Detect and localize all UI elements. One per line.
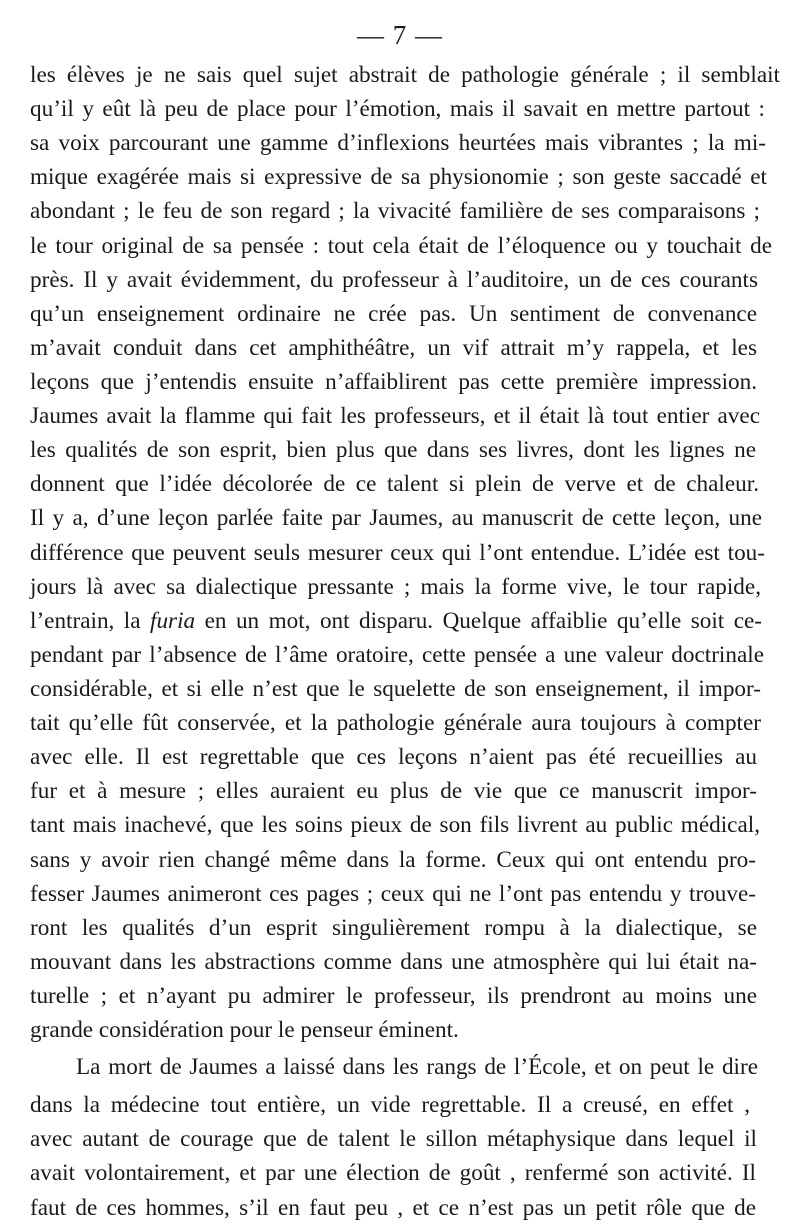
text-line: pendant par l’absence de l’âme oratoire, cette pensée a une valeur doctrinale bbox=[30, 641, 764, 668]
text-line: avec autant de courage que de talent le sillon métaphysique dans lequel il bbox=[30, 1126, 757, 1153]
body-text bbox=[0, 58, 800, 1225]
text-line: qu’un enseignement ordinaire ne crée pas. Un sentiment de convenance bbox=[30, 300, 757, 327]
text-line: donnent que l’idée décolorée de ce talent si plein de verve et de chaleur. bbox=[30, 471, 759, 498]
text-line: près. Il y avait évidemment, du professeur à l’auditoire, un de ces courants bbox=[30, 266, 758, 293]
text-line: l’entrain, la furia en un mot, ont disparu. Quelque affaiblie qu’elle soit ce- bbox=[30, 607, 762, 634]
text-line: fesser Jaumes animeront ces pages ; ceux qui ne l’ont pas entendu y trouve- bbox=[30, 880, 756, 907]
text-line: abondant ; le feu de son regard ; la vivacité familière de ses comparaisons ; bbox=[30, 198, 760, 225]
text-line: mouvant dans les abstractions comme dans une atmosphère qui lui était na- bbox=[30, 948, 757, 975]
text-line: grande considération pour le penseur éminent. bbox=[30, 1017, 459, 1044]
text-line: m’avait conduit dans cet amphithéâtre, un vif attrait m’y rappela, et les bbox=[30, 334, 757, 361]
text-line: Il y a, d’une leçon parlée faite par Jaumes, au manuscrit de cette leçon, une bbox=[30, 505, 762, 532]
page-number: — 7 — bbox=[357, 20, 443, 50]
text-line: tant mais inachevé, que les soins pieux de son fils livrent au public médical, bbox=[30, 812, 760, 839]
italic-word: furia bbox=[150, 607, 196, 634]
text-line: différence que peuvent seuls mesurer ceux qui l’ont entendue. L’idée est tou- bbox=[30, 539, 765, 566]
text-line: avec elle. Il est regrettable que ces leçons n’aient pas été recueillies au bbox=[30, 744, 757, 771]
text-line: fur et à mesure ; elles auraient eu plus de vie que ce manuscrit impor- bbox=[30, 778, 757, 805]
text-line: qu’il y eût là peu de place pour l’émotion, mais il savait en mettre partout : bbox=[30, 96, 765, 123]
text-line: tait qu’elle fût conservée, et la pathologie générale aura toujours à compter bbox=[30, 710, 761, 737]
text-line: les qualités de son esprit, bien plus que dans ses livres, dont les lignes ne bbox=[30, 437, 756, 464]
text-line: La mort de Jaumes a laissé dans les rangs de l’École, et on peut le dire bbox=[76, 1054, 758, 1081]
text-line: Jaumes avait la flamme qui fait les professeurs, et il était là tout entier avec bbox=[30, 403, 760, 430]
text-line: avait volontairement, et par une élection de goût , renfermé son activité. Il bbox=[30, 1160, 756, 1187]
text-line: turelle ; et n’ayant pu admirer le professeur, ils prendront au moins une bbox=[30, 982, 757, 1009]
text-line: leçons que j’entendis ensuite n’affaiblirent pas cette première impression. bbox=[30, 368, 757, 395]
text-line: considérable, et si elle n’est que le squelette de son enseignement, il impor- bbox=[30, 675, 761, 702]
text-line: le tour original de sa pensée : tout cela était de l’éloquence ou y touchait de bbox=[30, 232, 772, 259]
text-line: sans y avoir rien changé même dans la forme. Ceux qui ont entendu pro- bbox=[30, 846, 756, 873]
text-line: jours là avec sa dialectique pressante ; mais la forme vive, le tour rapide, bbox=[30, 573, 761, 600]
text-line: sa voix parcourant une gamme d’inflexions heurtées mais vibrantes ; la mi- bbox=[30, 130, 766, 157]
text-line: ront les qualités d’un esprit singulièrement rompu à la dialectique, se bbox=[30, 914, 757, 941]
text-line: mique exagérée mais si expressive de sa physionomie ; son geste saccadé et bbox=[30, 164, 767, 191]
text-line: les élèves je ne sais quel sujet abstrait de pathologie générale ; il semblait bbox=[30, 62, 780, 88]
text-line: dans la médecine tout entière, un vide regrettable. Il a creusé, en effet , bbox=[30, 1092, 750, 1119]
text-line: faut de ces hommes, s’il en faut peu , et ce n’est pas un petit rôle que de bbox=[30, 1194, 756, 1221]
